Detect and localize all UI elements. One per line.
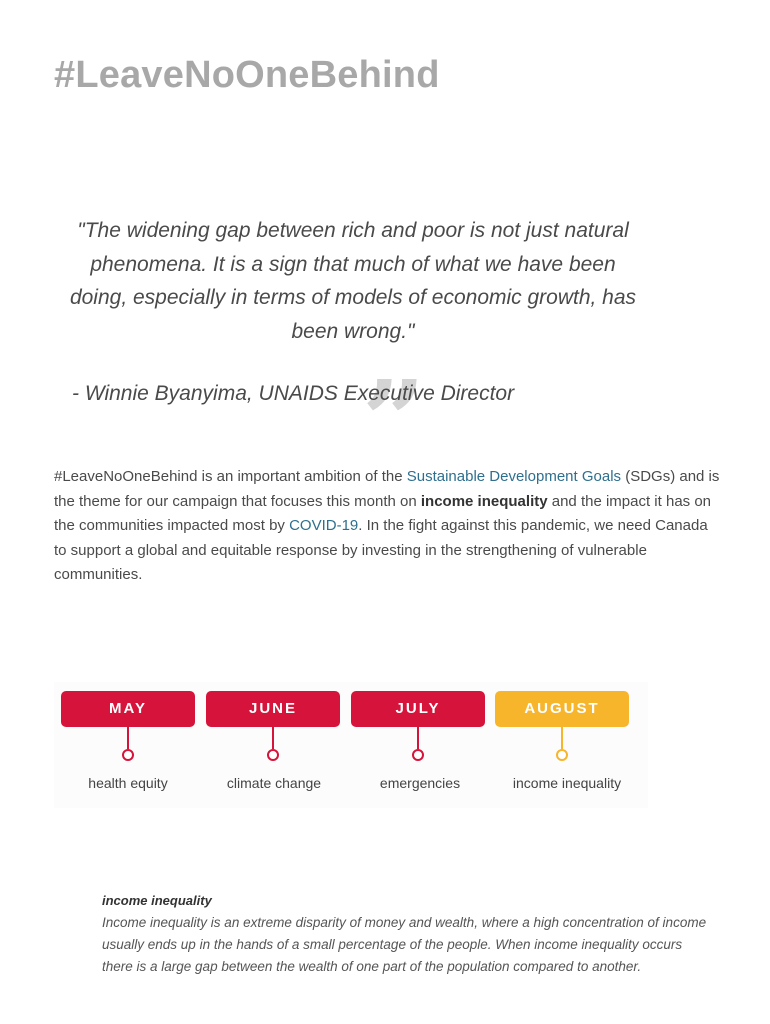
timeline-stem (127, 727, 129, 749)
timeline-dot (267, 749, 279, 761)
paragraph-text: (SDGs) and is the theme for our campaign that focuses this month on (54, 468, 720, 510)
quote-mark-icon: ” (362, 356, 426, 485)
timeline-stem (272, 727, 274, 749)
paragraph-text: and the impact it has on the communities impacted most by (54, 492, 712, 534)
sdg-link[interactable]: Sustainable Development Goals (406, 468, 622, 485)
paragraph-text: . In the fight against this pandemic, we need Canada to support a global and equitable response by investing in the strengthening of vulnerable communities. (54, 517, 708, 583)
timeline-dot (122, 749, 134, 761)
month-label-may: health equity (88, 775, 168, 791)
paragraph-text: #LeaveNoOneBehind is an important ambition of the (54, 468, 407, 485)
covid-link[interactable]: COVID-19 (289, 517, 359, 534)
timeline-dot (556, 749, 568, 761)
month-august: AUGUST (495, 691, 629, 727)
definition-text: Income inequality is an extreme disparity of money and wealth, where a high concentration of income usually ends up in the hands of a small percentage of the people. When income inequality occurs there is a large gap between the wealth of one part of the population compared to another. (102, 915, 707, 974)
campaign-timeline (54, 682, 648, 808)
month-july: JULY (351, 691, 485, 727)
quote-author: - Winnie Byanyima, UNAIDS Executive Director (72, 382, 515, 405)
month-label-august: income inequality (512, 775, 622, 791)
quote-text: "The widening gap between rich and poor is not just natural phenomena. It is a sign that much of what we have been doing, especially in terms of models of economic growth, has been wrong." (69, 219, 637, 343)
definition-title: income inequality (102, 893, 212, 908)
body-paragraph (54, 465, 722, 588)
timeline-dot (412, 749, 424, 761)
timeline-stem (417, 727, 419, 749)
month-june: JUNE (206, 691, 340, 727)
page-title: #LeaveNoOneBehind (54, 54, 440, 96)
month-label-june: climate change (226, 775, 322, 791)
month-may: MAY (61, 691, 195, 727)
paragraph-bold: income inequality (420, 492, 548, 510)
quote-block (60, 214, 646, 348)
month-label-july: emergencies (379, 775, 461, 791)
timeline-stem (561, 727, 563, 749)
definition-block (102, 890, 712, 988)
